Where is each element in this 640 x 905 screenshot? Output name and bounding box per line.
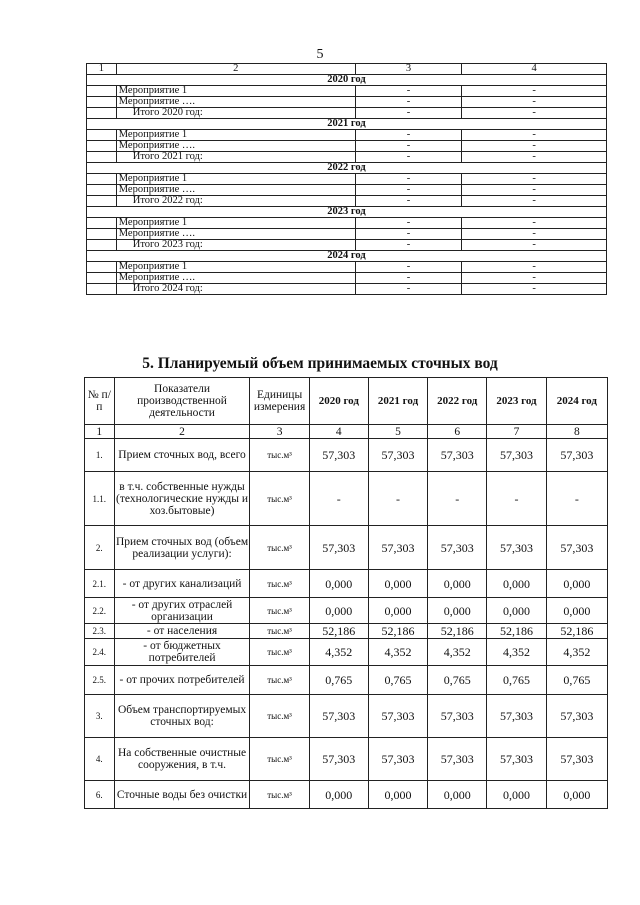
value-cell: 0,000 <box>309 781 368 809</box>
measure-col4: - <box>462 262 607 273</box>
measure-name: Итого 2023 год: <box>116 240 355 251</box>
measure-row <box>87 262 607 273</box>
measure-name: Мероприятие 1 <box>116 262 355 273</box>
total-row <box>87 284 607 295</box>
blank-cell <box>87 262 117 273</box>
measure-col4: - <box>462 108 607 119</box>
value-cell: 0,000 <box>309 598 368 624</box>
indicator-row <box>85 570 608 598</box>
row-number: 2.2. <box>85 598 115 624</box>
measure-col3: - <box>355 152 462 163</box>
unit-cell: тыс.м³ <box>250 781 309 809</box>
value-cell: - <box>428 472 487 526</box>
measure-name: Мероприятие 1 <box>116 218 355 229</box>
year-label: 2020 год <box>87 75 607 86</box>
value-cell: - <box>368 472 427 526</box>
value-cell: 57,303 <box>487 738 546 781</box>
blank-cell <box>87 86 117 97</box>
value-cell: 0,000 <box>428 598 487 624</box>
row-number: 1.1. <box>85 472 115 526</box>
column-number: 6 <box>428 425 487 439</box>
row-number: 6. <box>85 781 115 809</box>
measure-name: Мероприятие …. <box>116 141 355 152</box>
value-cell: 0,000 <box>428 570 487 598</box>
blank-cell <box>87 174 117 185</box>
measure-col3: - <box>355 218 462 229</box>
value-cell: 0,000 <box>428 781 487 809</box>
measure-row <box>87 218 607 229</box>
measure-row <box>87 86 607 97</box>
value-cell: 57,303 <box>546 526 607 570</box>
blank-cell <box>87 130 117 141</box>
value-cell: 0,765 <box>487 666 546 695</box>
value-cell: 57,303 <box>487 439 546 472</box>
indicator-name: Объем транспортируемых сточных вод: <box>114 695 250 738</box>
value-cell: 57,303 <box>487 695 546 738</box>
measure-name: Мероприятие 1 <box>116 86 355 97</box>
year-row <box>87 119 607 130</box>
measure-col4: - <box>462 130 607 141</box>
indicator-row <box>85 666 608 695</box>
indicator-name: - от других канализаций <box>114 570 250 598</box>
measure-col4: - <box>462 284 607 295</box>
row-number: 2.5. <box>85 666 115 695</box>
year-row <box>87 163 607 174</box>
indicator-name: На собственные очистные сооружения, в т.ч. <box>114 738 250 781</box>
value-cell: - <box>309 472 368 526</box>
table2-header-row <box>85 378 608 425</box>
measure-col3: - <box>355 273 462 284</box>
measure-name: Итого 2021 год: <box>116 152 355 163</box>
value-cell: 57,303 <box>428 738 487 781</box>
indicator-row <box>85 439 608 472</box>
value-cell: - <box>487 472 546 526</box>
measure-col3: - <box>355 86 462 97</box>
wastewater-volume-table <box>84 377 608 809</box>
value-cell: 0,000 <box>487 570 546 598</box>
measure-row <box>87 130 607 141</box>
table1-header-cell: 2 <box>116 64 355 75</box>
unit-cell: тыс.м³ <box>250 738 309 781</box>
measure-col4: - <box>462 240 607 251</box>
measure-row <box>87 97 607 108</box>
value-cell: 57,303 <box>428 526 487 570</box>
table1-header-cell: 3 <box>355 64 462 75</box>
value-cell: 0,765 <box>428 666 487 695</box>
unit-cell: тыс.м³ <box>250 570 309 598</box>
row-number: 4. <box>85 738 115 781</box>
blank-cell <box>87 196 117 207</box>
value-cell: 0,000 <box>487 781 546 809</box>
value-cell: - <box>546 472 607 526</box>
value-cell: 4,352 <box>487 639 546 666</box>
value-cell: 0,000 <box>546 781 607 809</box>
value-cell: 57,303 <box>487 526 546 570</box>
measure-col4: - <box>462 185 607 196</box>
value-cell: 57,303 <box>546 695 607 738</box>
total-row <box>87 152 607 163</box>
measure-col3: - <box>355 229 462 240</box>
measure-name: Итого 2022 год: <box>116 196 355 207</box>
measure-name: Мероприятие …. <box>116 97 355 108</box>
value-cell: 0,000 <box>368 598 427 624</box>
measure-name: Мероприятие 1 <box>116 130 355 141</box>
indicator-name: Сточные воды без очистки <box>114 781 250 809</box>
unit-cell: тыс.м³ <box>250 624 309 639</box>
blank-cell <box>87 284 117 295</box>
table2-header-cell: № п/п <box>85 378 115 425</box>
total-row <box>87 196 607 207</box>
measure-col3: - <box>355 196 462 207</box>
value-cell: 0,000 <box>368 570 427 598</box>
table2-header-cell: Показатели производственной деятельности <box>114 378 250 425</box>
value-cell: 52,186 <box>428 624 487 639</box>
indicator-row <box>85 639 608 666</box>
year-label: 2021 год <box>87 119 607 130</box>
column-number: 3 <box>250 425 309 439</box>
blank-cell <box>87 229 117 240</box>
blank-cell <box>87 97 117 108</box>
indicator-row <box>85 738 608 781</box>
measure-name: Мероприятие 1 <box>116 174 355 185</box>
table1-header-cell: 4 <box>462 64 607 75</box>
measure-col3: - <box>355 174 462 185</box>
unit-cell: тыс.м³ <box>250 695 309 738</box>
value-cell: 57,303 <box>368 695 427 738</box>
measure-col3: - <box>355 141 462 152</box>
value-cell: 52,186 <box>487 624 546 639</box>
indicator-name: - от прочих потребителей <box>114 666 250 695</box>
table2-column-numbers <box>85 425 608 439</box>
measure-col3: - <box>355 185 462 196</box>
row-number: 2. <box>85 526 115 570</box>
unit-cell: тыс.м³ <box>250 439 309 472</box>
value-cell: 0,000 <box>309 570 368 598</box>
indicator-row <box>85 695 608 738</box>
measure-col4: - <box>462 86 607 97</box>
table1-header-row <box>87 64 607 75</box>
table1-header-cell: 1 <box>87 64 117 75</box>
measure-col4: - <box>462 196 607 207</box>
measure-row <box>87 229 607 240</box>
value-cell: 0,000 <box>546 598 607 624</box>
total-row <box>87 108 607 119</box>
value-cell: 52,186 <box>546 624 607 639</box>
value-cell: 0,000 <box>487 598 546 624</box>
column-number: 8 <box>546 425 607 439</box>
blank-cell <box>87 152 117 163</box>
measure-col3: - <box>355 262 462 273</box>
measure-col3: - <box>355 130 462 141</box>
value-cell: 57,303 <box>546 738 607 781</box>
measure-col4: - <box>462 152 607 163</box>
measure-col3: - <box>355 97 462 108</box>
value-cell: 0,765 <box>368 666 427 695</box>
blank-cell <box>87 141 117 152</box>
value-cell: 57,303 <box>309 526 368 570</box>
value-cell: 0,765 <box>546 666 607 695</box>
value-cell: 57,303 <box>309 695 368 738</box>
table2-header-cell: Единицы измерения <box>250 378 309 425</box>
indicator-name: - от бюджетных потребителей <box>114 639 250 666</box>
measure-row <box>87 273 607 284</box>
indicator-row <box>85 526 608 570</box>
year-label: 2024 год <box>87 251 607 262</box>
value-cell: 57,303 <box>546 439 607 472</box>
column-number: 2 <box>114 425 250 439</box>
row-number: 1. <box>85 439 115 472</box>
measure-col4: - <box>462 174 607 185</box>
table2-header-cell: 2020 год <box>309 378 368 425</box>
measure-col3: - <box>355 284 462 295</box>
value-cell: 52,186 <box>309 624 368 639</box>
value-cell: 57,303 <box>368 526 427 570</box>
unit-cell: тыс.м³ <box>250 598 309 624</box>
measure-name: Мероприятие …. <box>116 273 355 284</box>
indicator-name: - от других отраслей организации <box>114 598 250 624</box>
row-number: 3. <box>85 695 115 738</box>
section-title: 5. Планируемый объем принимаемых сточных вод <box>142 355 498 372</box>
value-cell: 0,000 <box>546 570 607 598</box>
value-cell: 0,000 <box>368 781 427 809</box>
blank-cell <box>87 240 117 251</box>
indicator-name: - от населения <box>114 624 250 639</box>
blank-cell <box>87 273 117 284</box>
row-number: 2.3. <box>85 624 115 639</box>
measure-name: Мероприятие …. <box>116 229 355 240</box>
blank-cell <box>87 218 117 229</box>
value-cell: 57,303 <box>428 695 487 738</box>
measure-name: Итого 2020 год: <box>116 108 355 119</box>
year-label: 2023 год <box>87 207 607 218</box>
measure-row <box>87 174 607 185</box>
measure-col4: - <box>462 141 607 152</box>
value-cell: 4,352 <box>546 639 607 666</box>
value-cell: 57,303 <box>368 439 427 472</box>
column-number: 5 <box>368 425 427 439</box>
row-number: 2.4. <box>85 639 115 666</box>
measure-col4: - <box>462 97 607 108</box>
value-cell: 57,303 <box>309 439 368 472</box>
year-row <box>87 75 607 86</box>
measure-col4: - <box>462 273 607 284</box>
year-row <box>87 207 607 218</box>
column-number: 1 <box>85 425 115 439</box>
measure-row <box>87 141 607 152</box>
row-number: 2.1. <box>85 570 115 598</box>
unit-cell: тыс.м³ <box>250 666 309 695</box>
unit-cell: тыс.м³ <box>250 526 309 570</box>
year-label: 2022 год <box>87 163 607 174</box>
unit-cell: тыс.м³ <box>250 472 309 526</box>
page-number: 5 <box>316 47 324 62</box>
value-cell: 0,765 <box>309 666 368 695</box>
measure-name: Итого 2024 год: <box>116 284 355 295</box>
indicator-row <box>85 598 608 624</box>
measure-col3: - <box>355 240 462 251</box>
table2-header-cell: 2022 год <box>428 378 487 425</box>
measure-col3: - <box>355 108 462 119</box>
measure-col4: - <box>462 218 607 229</box>
indicator-name: в т.ч. собственные нужды (технологические нужды и хоз.бытовые) <box>114 472 250 526</box>
indicator-name: Прием сточных вод (объем реализации услуги): <box>114 526 250 570</box>
table2-header-cell: 2021 год <box>368 378 427 425</box>
value-cell: 57,303 <box>368 738 427 781</box>
unit-cell: тыс.м³ <box>250 639 309 666</box>
blank-cell <box>87 185 117 196</box>
year-row <box>87 251 607 262</box>
measure-col4: - <box>462 229 607 240</box>
measures-table <box>86 63 607 295</box>
value-cell: 4,352 <box>428 639 487 666</box>
value-cell: 4,352 <box>368 639 427 666</box>
measure-row <box>87 185 607 196</box>
column-number: 7 <box>487 425 546 439</box>
value-cell: 4,352 <box>309 639 368 666</box>
total-row <box>87 240 607 251</box>
column-number: 4 <box>309 425 368 439</box>
value-cell: 57,303 <box>309 738 368 781</box>
indicator-row <box>85 472 608 526</box>
blank-cell <box>87 108 117 119</box>
indicator-name: Прием сточных вод, всего <box>114 439 250 472</box>
measure-name: Мероприятие …. <box>116 185 355 196</box>
indicator-row <box>85 781 608 809</box>
value-cell: 57,303 <box>428 439 487 472</box>
table2-header-cell: 2024 год <box>546 378 607 425</box>
indicator-row <box>85 624 608 639</box>
table2-header-cell: 2023 год <box>487 378 546 425</box>
value-cell: 52,186 <box>368 624 427 639</box>
